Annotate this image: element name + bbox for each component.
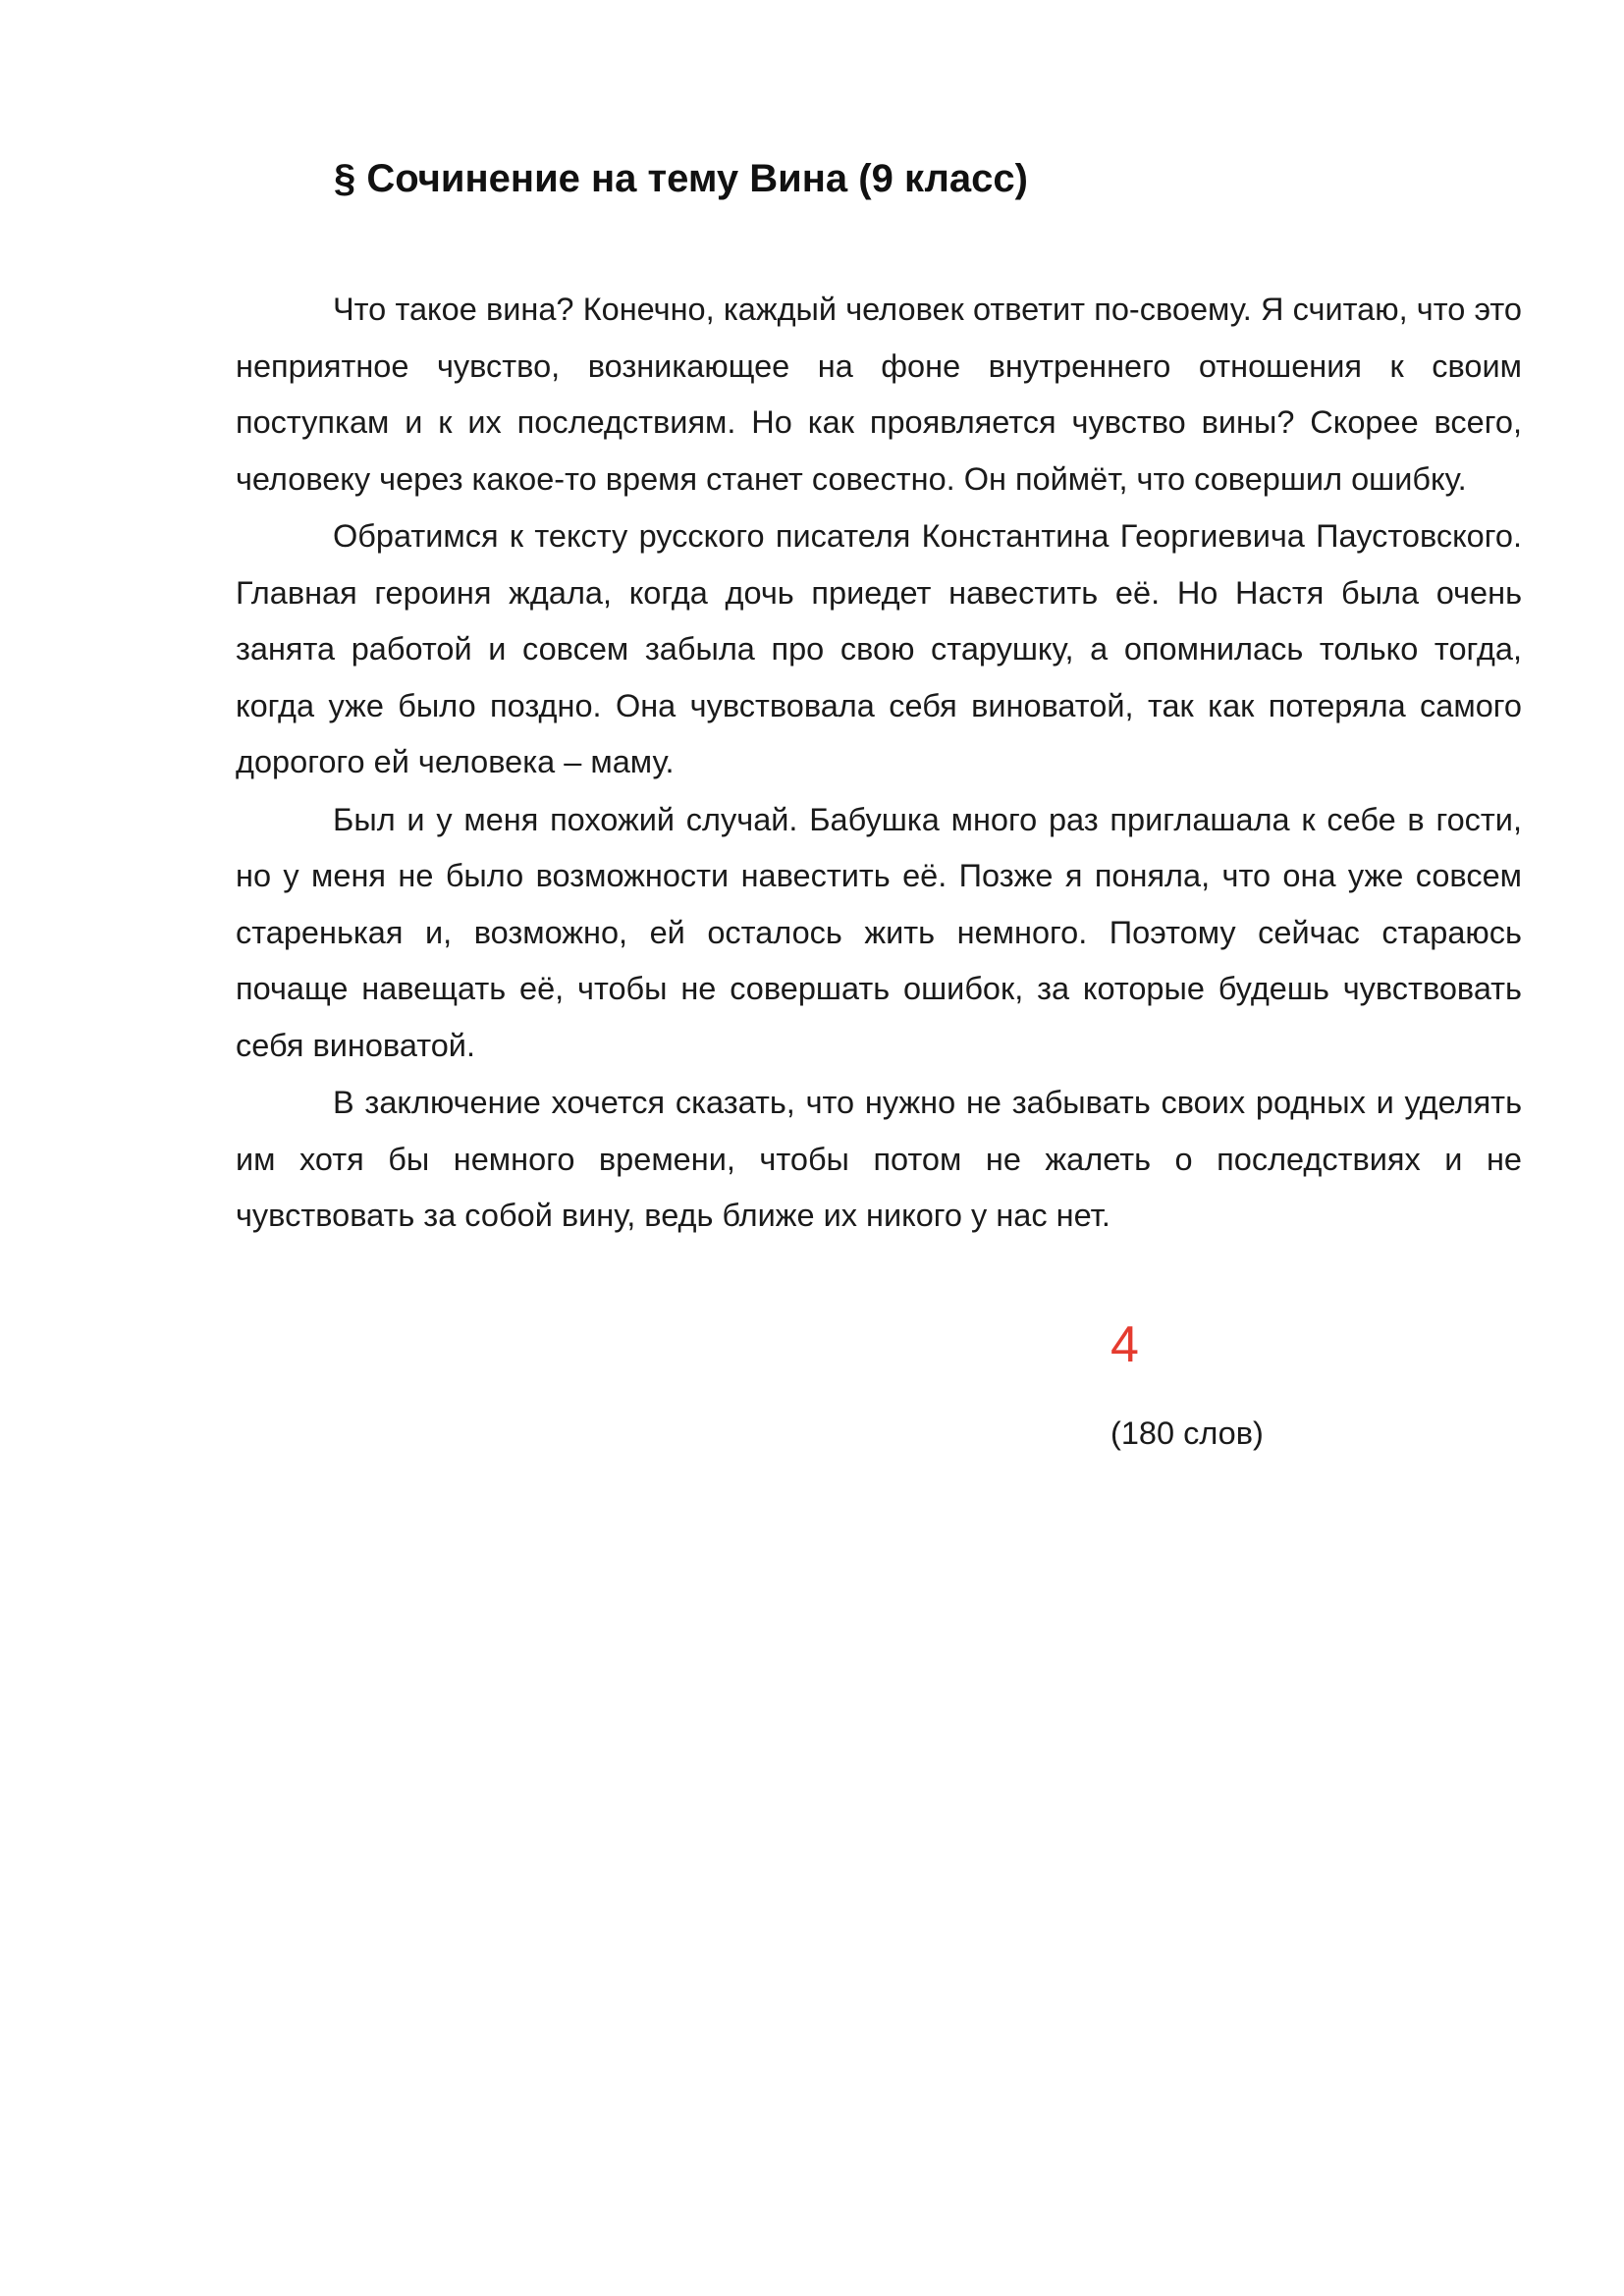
essay-paragraph-1: Что такое вина? Конечно, каждый человек ответит по-своему. Я считаю, что это неприятное чувство, возникающее на фоне внутреннего отношения к своим поступкам и к их последствиям. Но как проявляется чувство вины? Скорее всего, человеку через какое-то время станет совестно. Он поймёт, что совершил ошибку.: [236, 292, 1522, 497]
word-count: (180 слов): [1110, 1415, 1264, 1451]
essay-body: [236, 282, 1522, 1246]
essay-title: § Сочинение на тему Вина (9 класс): [334, 157, 1028, 200]
grade-mark: 4: [1110, 1316, 1139, 1373]
essay-paragraph-3: Был и у меня похожий случай. Бабушка много раз приглашала к себе в гости, но у меня не было возможности навестить её. Позже я поняла, что она уже совсем старенькая и, возможно, ей осталось жить немного. Поэтому сейчас стараюсь почаще навещать её, чтобы не совершать ошибок, за которые будешь чувствовать себя виноватой.: [236, 801, 1522, 1063]
essay-paragraph-2: Обратимся к тексту русского писателя Константина Георгиевича Паустовского. Главная героиня ждала, когда дочь приедет навестить её. Но Настя была очень занята работой и совсем забыла про свою старушку, а опомнилась только тогда, когда уже было поздно. Она чувствовала себя виноватой, так как потеряла самого дорогого ей человека – маму.: [236, 518, 1522, 779]
essay-paragraph-4: В заключение хочется сказать, что нужно не забывать своих родных и уделять им хотя бы немного времени, чтобы потом не жалеть о последствиях и не чувствовать за собой вину, ведь ближе их никого у нас нет.: [236, 1085, 1522, 1233]
